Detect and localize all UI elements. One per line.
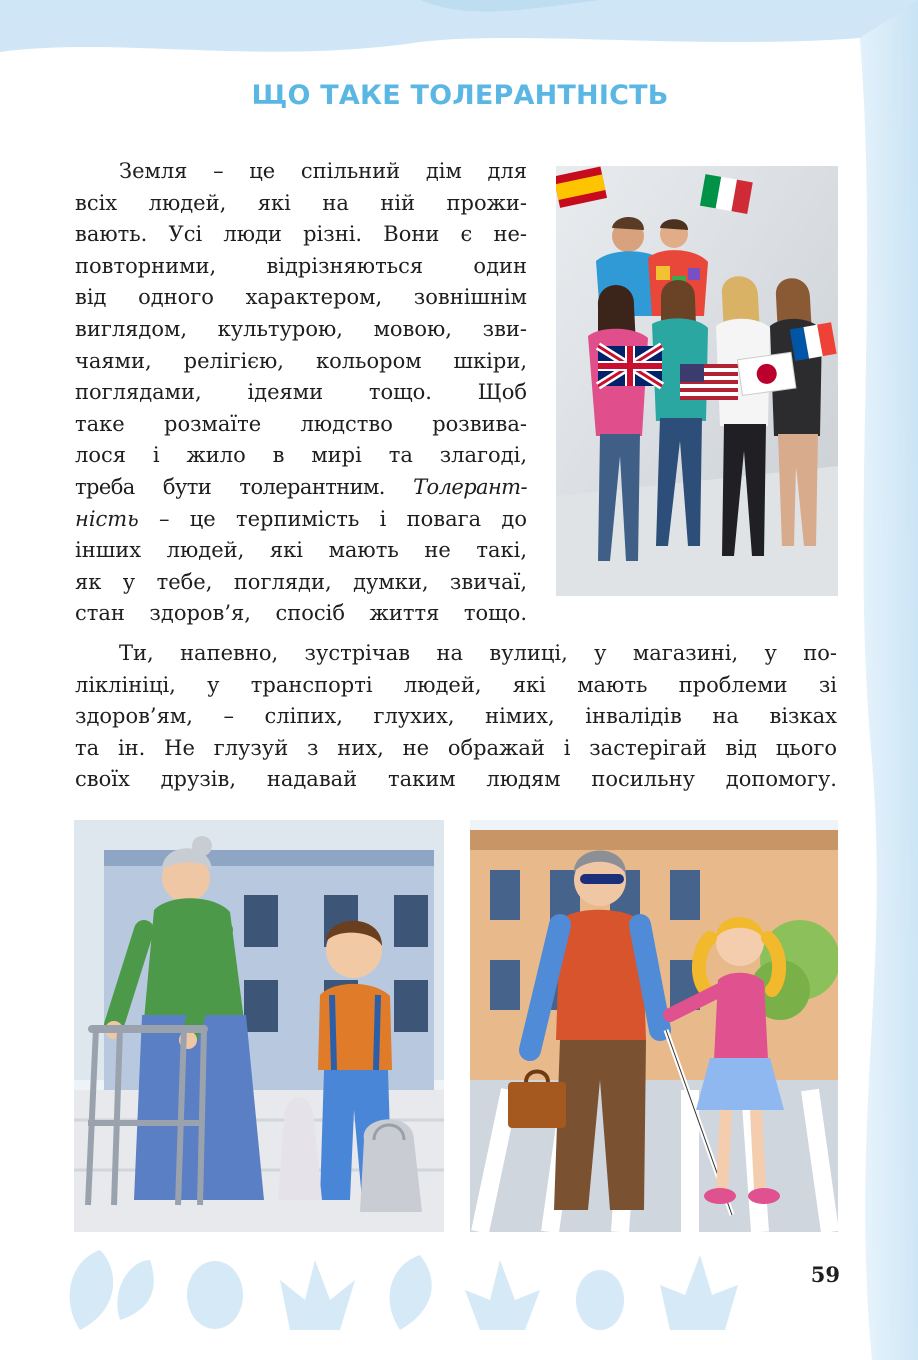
text-line: Ти, напевно, зустрічав на вулиці, у магазині, у по-	[119, 641, 837, 665]
text-line: Земля – це спільний дім для	[119, 159, 527, 183]
text-line: вають. Усі люди різні. Вони є не-	[75, 222, 527, 247]
text-line: та ін. Не глузуй з них, не ображай і застерігай від цього	[75, 735, 837, 760]
term-tolerance-end: ність	[75, 506, 139, 531]
text-line: всіх людей, які на ній прожи-	[75, 190, 527, 215]
text-line: як у тебе, погляди, думки, звичаї,	[75, 569, 527, 594]
decorative-leaves	[60, 1240, 820, 1340]
text-fragment: – це терпимість і повага до	[138, 506, 527, 531]
text-line: лося і жило в мирі та злагоді,	[75, 443, 527, 468]
paragraph-intro	[75, 156, 527, 630]
text-line	[75, 504, 527, 536]
text-line: інших людей, які мають не такі,	[75, 538, 527, 563]
photo-group-with-flags	[556, 166, 838, 596]
text-line: чаями, релігією, кольором шкіри,	[75, 348, 527, 373]
text-line: таке розмаїте людство розвива-	[75, 411, 527, 436]
page-number: 59	[810, 1262, 840, 1287]
paragraph-help-people	[75, 638, 837, 796]
text-fragment: треба бути толерантним.	[75, 474, 385, 499]
text-line: від одного характером, зовнішнім	[75, 285, 527, 310]
text-line: своїх друзів, надавай таким людям посильну допомогу.	[75, 767, 837, 792]
illustration-boy-helping-grandmother	[74, 820, 444, 1232]
text-line: повторними, відрізняються один	[75, 253, 527, 278]
text-line: виглядом, культурою, мовою, зви-	[75, 316, 527, 341]
text-line: стан здоров’я, спосіб життя тощо.	[75, 601, 527, 626]
page-title: ЩО ТАКЕ ТОЛЕРАНТНІСТЬ	[251, 80, 669, 111]
text-line: поглядами, ідеями тощо. Щоб	[75, 380, 527, 405]
text-line: здоров’ям, – сліпих, глухих, німих, інвалідів на візках	[75, 704, 837, 729]
text-line: ліклініці, у транспорті людей, які мають проблеми зі	[75, 672, 837, 697]
term-tolerance: Толерант-	[413, 474, 527, 499]
text-line	[75, 472, 527, 504]
illustration-girl-helping-blind-man	[470, 820, 838, 1232]
